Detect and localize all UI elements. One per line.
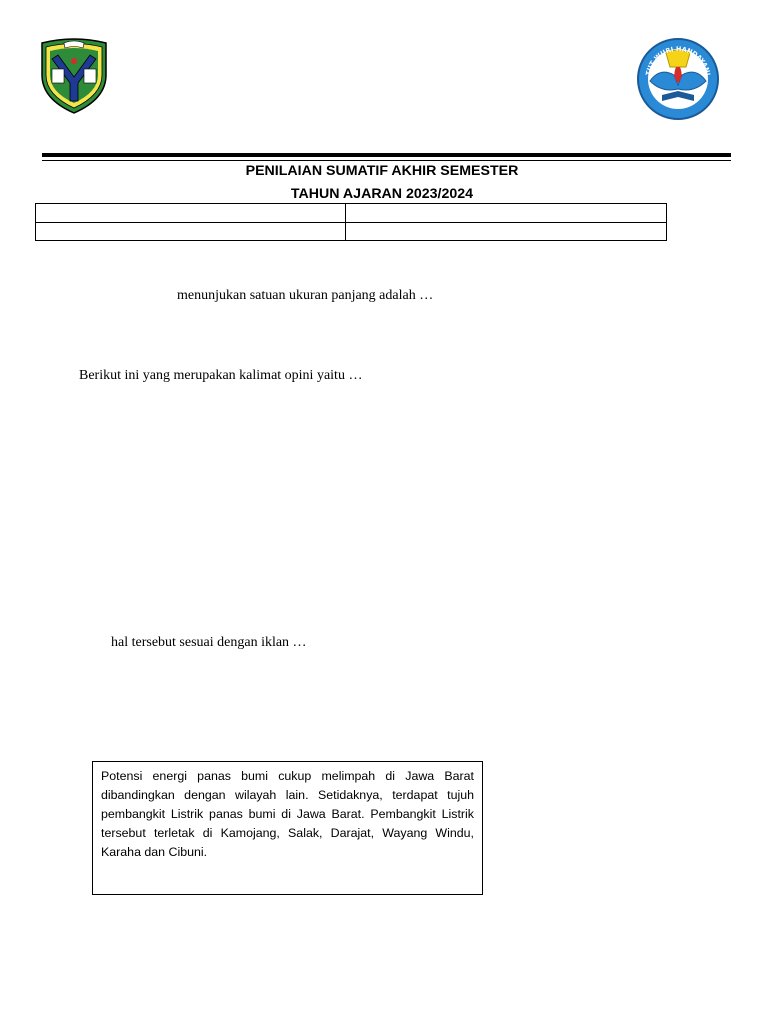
reading-passage — [101, 767, 474, 862]
school-crest-icon — [36, 37, 112, 115]
table-cell — [36, 204, 346, 223]
reading-passage-box — [92, 761, 483, 895]
question-text: Berikut ini yang merupakan kalimat opini yaitu … — [79, 368, 363, 383]
table-cell — [36, 222, 346, 241]
table-cell — [346, 222, 667, 241]
header-rule-thick — [42, 153, 731, 157]
passage-line: tersebut terletak di Kamojang, Salak, Darajat, Wayang Windu, — [101, 826, 474, 840]
exam-title: PENILAIAN SUMATIF AKHIR SEMESTER — [245, 163, 519, 179]
question-text: hal tersebut sesuai dengan iklan … — [111, 635, 307, 650]
question-text: menunjukan satuan ukuran panjang adalah … — [177, 288, 434, 303]
tut-wuri-handayani-emblem-icon — [636, 37, 720, 121]
passage-line: pembangkit Listrik panas bumi di Jawa Barat. Pembangkit Listrik — [101, 807, 474, 821]
passage-line: dibandingkan dengan wilayah lain. Setidaknya, terdapat tujuh — [101, 788, 474, 802]
svg-text:TUT WURI HANDAYANI: TUT WURI HANDAYANI — [644, 44, 712, 77]
student-info-table — [35, 203, 667, 241]
table-cell — [346, 204, 667, 223]
table-row — [36, 204, 667, 223]
table-row — [36, 222, 667, 241]
passage-line: Potensi energi panas bumi cukup melimpah di Jawa Barat — [101, 769, 474, 783]
academic-year-title: TAHUN AJARAN 2023/2024 — [290, 186, 474, 202]
header-rule-thin — [42, 160, 731, 161]
passage-line: Karaha dan Cibuni. — [101, 845, 208, 859]
